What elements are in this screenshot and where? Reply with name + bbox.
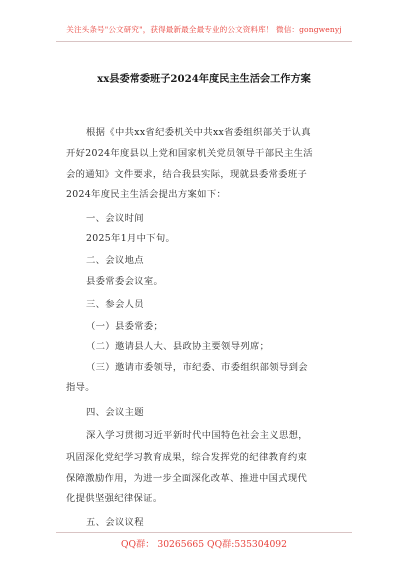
document-title: xx县委常委班子2024年度民主生活会工作方案 [97,73,311,85]
body-line: （三）邀请市委领导，市纪委、市委组织部领导到会 [86,362,308,373]
body-line: 指导。 [66,382,95,393]
section-heading-agenda: 五、会议议程 [86,517,144,528]
section-heading-time: 一、会议时间 [86,213,144,224]
body-line: 巩固深化党纪学习教育成果，综合发挥党的纪律教育约束 [66,452,308,463]
footer-divider [56,532,352,533]
section-heading-location: 二、会议地点 [86,255,144,266]
header-promo-note: 关注头条号"公文研究"，获得最新最全最专业的公文资料库！ 微信：gongwenyj [66,25,342,34]
body-line: 开好2024年度县以上党和国家机关党员领导干部民主生活 [66,148,313,159]
body-line: 化提供坚强纪律保证。 [66,493,163,504]
body-line: 2025年1月中下旬。 [86,233,176,244]
header-divider [56,41,352,42]
body-line: 县委常委会议室。 [86,276,164,287]
body-line: 2024年度民主生活会提出方案如下： [66,189,227,200]
body-line: （二）邀请县人大、县政协主要领导列席； [86,341,270,352]
body-line: 保障激励作用，为进一步全面深化改革、推进中国式现代 [66,473,308,484]
body-line: 会的通知》文件要求，结合我县实际，现就县委常委班子 [66,169,308,180]
section-heading-attendees: 三、参会人员 [86,299,144,310]
section-heading-theme: 四、会议主题 [86,407,144,418]
footer-qq-groups: QQ群： 30265665 QQ群:535304092 [121,539,287,550]
body-line: 深入学习贯彻习近平新时代中国特色社会主义思想， [86,430,308,441]
body-line: 根据《中共xx省纪委机关中共xx省委组织部关于认真 [86,127,311,138]
body-line: （一）县委常委； [86,321,164,332]
